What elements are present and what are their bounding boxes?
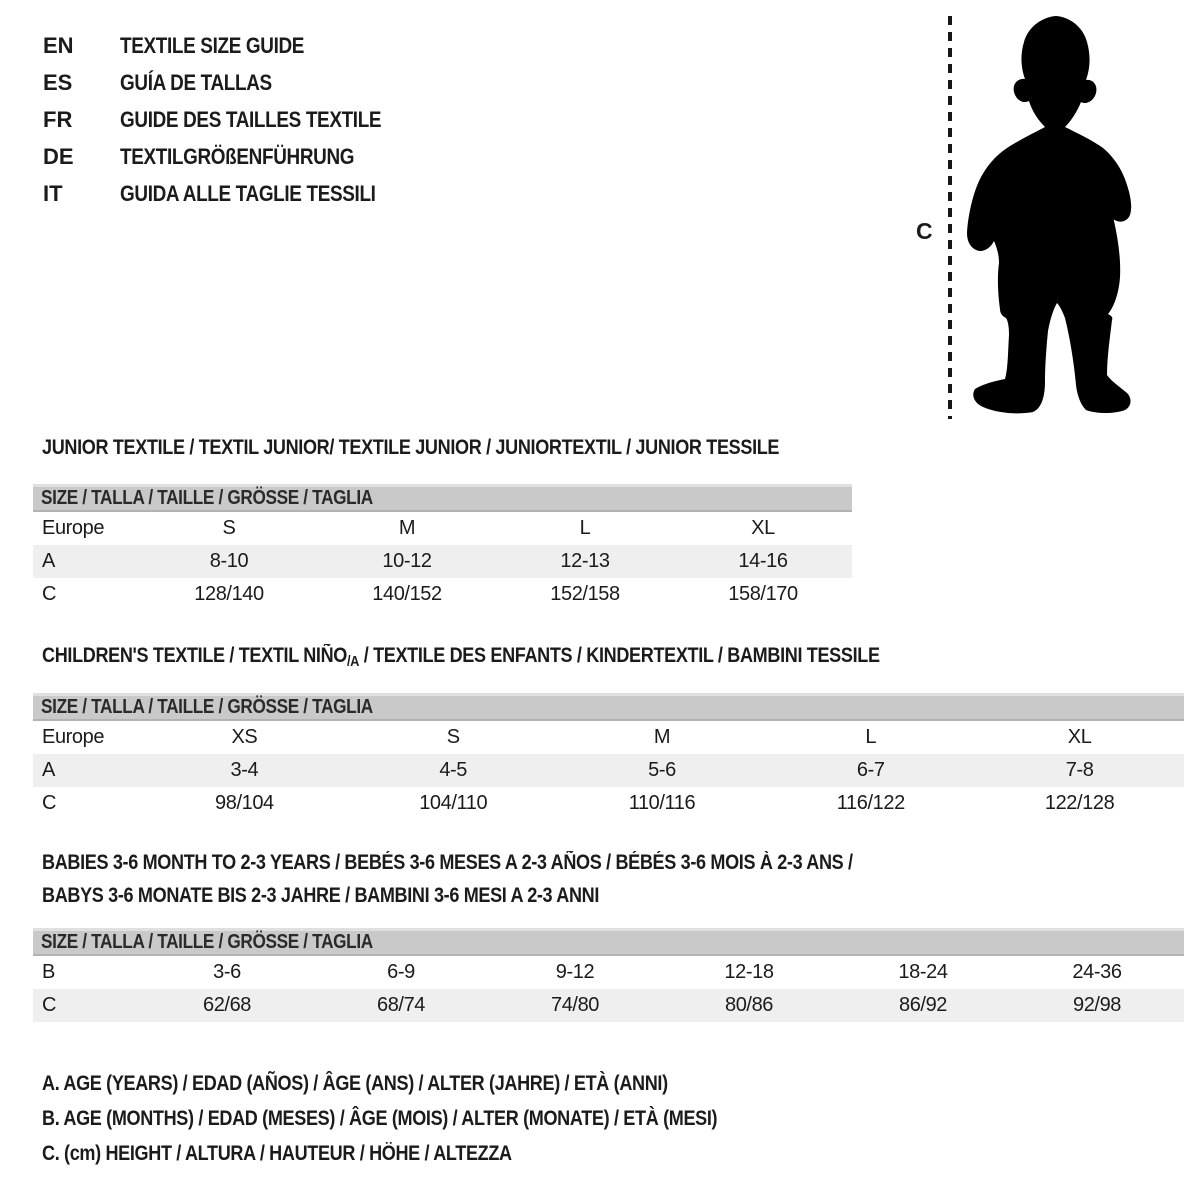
table-cell: C (42, 583, 57, 605)
table-cell: 104/110 (419, 792, 488, 814)
table-cell: 80/86 (724, 994, 774, 1016)
table-cell: B (42, 961, 55, 983)
table-cell: 98/104 (215, 792, 274, 814)
table-cell: 3-6 (213, 961, 241, 983)
table-cell: Europe (42, 726, 105, 748)
language-code: IT (43, 180, 63, 206)
table-cell: 5-6 (648, 759, 676, 781)
table-cell: 8-10 (209, 550, 249, 572)
table-cell: 62/68 (202, 994, 252, 1016)
babies-section-title-line1: BABIES 3-6 MONTH TO 2-3 YEARS / BEBÉS 3-6 MESES A 2-3 AÑOS / BÉBÉS 3-6 MOIS À 2-3 ANS / (42, 851, 853, 874)
table-row (33, 578, 852, 611)
table-cell: 10-12 (382, 550, 432, 572)
table-cell: 18-24 (898, 961, 948, 983)
table-cell: 9-12 (555, 961, 595, 983)
table-cell: 3-4 (230, 759, 259, 781)
size-header-bar: SIZE / TALLA / TAILLE / GRÖSSE / TAGLIA (33, 484, 852, 512)
guide-title: GUIDA ALLE TAGLIE TESSILI (120, 180, 376, 206)
table-row (33, 512, 852, 545)
toddler-silhouette-image (950, 10, 1140, 420)
junior-section-title: JUNIOR TEXTILE / TEXTIL JUNIOR/ TEXTILE JUNIOR / JUNIORTEXTIL / JUNIOR TESSILE (42, 436, 780, 459)
table-cell: 7-8 (1065, 759, 1094, 781)
table-row (33, 989, 1184, 1022)
legend-line-c: C. (cm) HEIGHT / ALTURA / HAUTEUR / HÖHE / ALTEZZA (42, 1141, 512, 1165)
table-cell: C (42, 792, 57, 814)
table-row (33, 754, 1184, 787)
table-cell: 24-36 (1072, 961, 1122, 983)
language-row (43, 138, 424, 175)
table-cell: L (865, 726, 877, 748)
table-cell: XS (231, 726, 258, 748)
language-code: ES (43, 69, 73, 95)
guide-title: TEXTILGRÖßENFÜHRUNG (120, 143, 355, 169)
table-cell: M (653, 726, 671, 748)
children-size-table (33, 693, 1184, 820)
table-cell: 158/170 (728, 583, 798, 605)
language-title-list (43, 27, 424, 212)
table-cell: 92/98 (1072, 994, 1122, 1016)
table-cell: L (579, 517, 591, 539)
table-row (33, 787, 1184, 820)
table-cell: 12-18 (724, 961, 774, 983)
table-cell: XL (1067, 726, 1092, 748)
table-cell: 68/74 (376, 994, 426, 1016)
table-cell: 140/152 (372, 583, 442, 605)
legend (42, 1066, 827, 1171)
table-cell: 128/140 (194, 583, 264, 605)
children-section-title: CHILDREN'S TEXTILE / TEXTIL NIÑO/A / TEXTILE DES ENFANTS / KINDERTEXTIL / BAMBINI TESSILE (42, 644, 880, 670)
junior-size-table (33, 484, 852, 611)
language-row (43, 175, 424, 212)
babies-section-title-line2: BABYS 3-6 MONATE BIS 2-3 JAHRE / BAMBINI 3-6 MESI A 2-3 ANNI (42, 884, 600, 907)
language-row (43, 64, 424, 101)
table-cell: 4-5 (439, 759, 468, 781)
table-cell: A (42, 550, 55, 572)
table-cell: A (42, 759, 55, 781)
table-cell: 6-7 (856, 759, 885, 781)
guide-title: TEXTILE SIZE GUIDE (120, 32, 305, 58)
table-cell: 110/116 (628, 792, 696, 814)
guide-title: GUÍA DE TALLAS (120, 69, 272, 95)
table-cell: 152/158 (550, 583, 620, 605)
legend-line-b: B. AGE (MONTHS) / EDAD (MESES) / ÂGE (MOIS) / ALTER (MONATE) / ETÀ (MESI) (42, 1106, 718, 1130)
table-cell: 14-16 (738, 550, 788, 572)
table-cell: XL (751, 517, 775, 539)
guide-title: GUIDE DES TAILLES TEXTILE (120, 106, 382, 132)
table-row (33, 721, 1184, 754)
table-cell: 116/122 (836, 792, 905, 814)
legend-line-a: A. AGE (YEARS) / EDAD (AÑOS) / ÂGE (ANS) / ALTER (JAHRE) / ETÀ (ANNI) (42, 1071, 668, 1095)
table-cell: 74/80 (550, 994, 600, 1016)
table-cell: S (446, 726, 460, 748)
table-cell: C (42, 994, 57, 1016)
babies-size-table (33, 928, 1184, 1022)
height-measure-label: C (916, 218, 933, 244)
language-row (43, 101, 424, 138)
table-cell: Europe (42, 517, 105, 539)
table-cell: 12-13 (560, 550, 610, 572)
size-header-bar: SIZE / TALLA / TAILLE / GRÖSSE / TAGLIA (33, 693, 1184, 721)
table-cell: 6-9 (387, 961, 415, 983)
table-cell: 122/128 (1044, 792, 1115, 814)
language-code: EN (43, 32, 74, 58)
table-row (33, 956, 1184, 989)
table-row (33, 545, 852, 578)
table-cell: 86/92 (898, 994, 948, 1016)
table-cell: M (398, 517, 416, 539)
language-code: FR (43, 106, 73, 132)
size-header-bar: SIZE / TALLA / TAILLE / GRÖSSE / TAGLIA (33, 928, 1184, 956)
title-subscript: /A (347, 653, 360, 670)
language-row (43, 27, 424, 64)
table-cell: S (222, 517, 236, 539)
language-code: DE (43, 143, 74, 169)
